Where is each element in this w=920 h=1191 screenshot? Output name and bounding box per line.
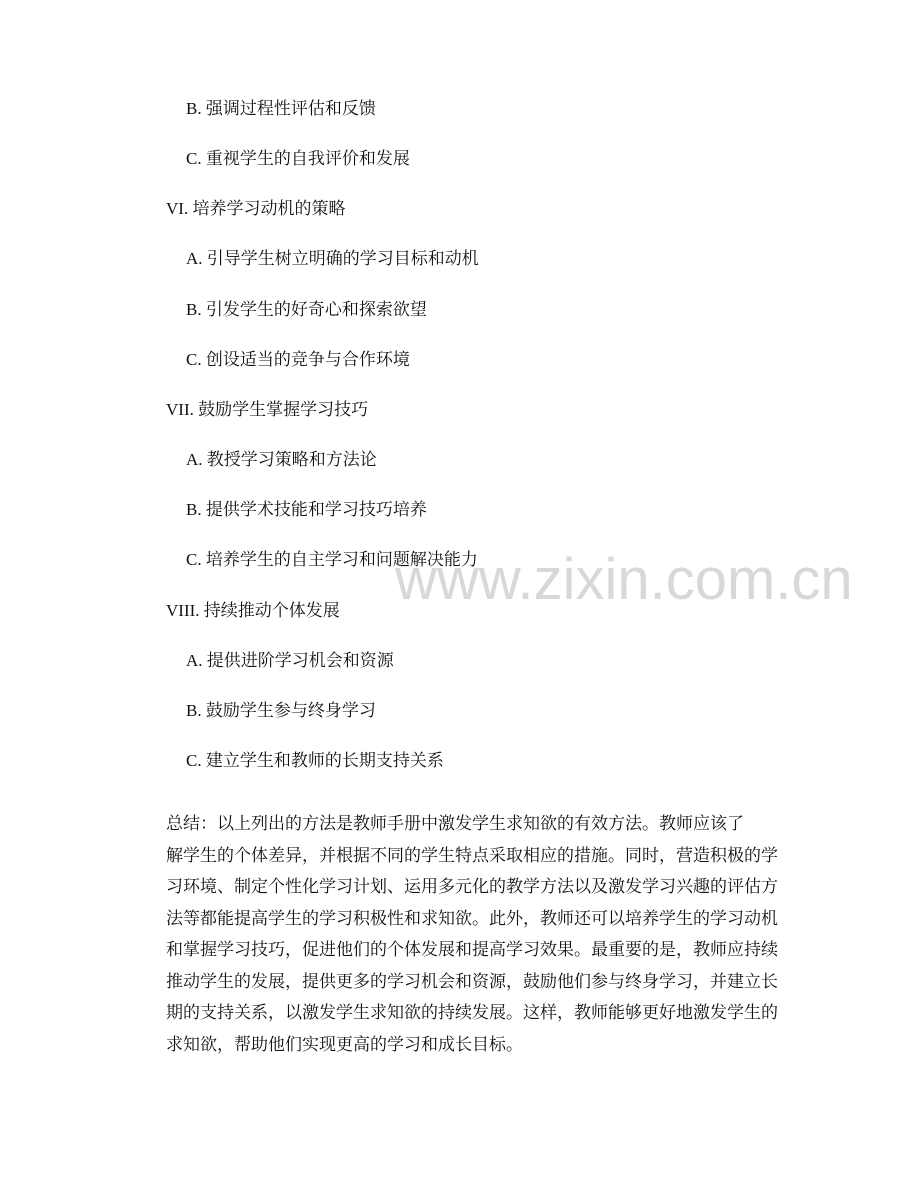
outline-heading: VII. 鼓励学生掌握学习技巧 bbox=[166, 399, 369, 419]
watermark: www.zixin.com.cn bbox=[395, 547, 853, 612]
outline-heading: VIII. 持续推动个体发展 bbox=[166, 600, 340, 620]
outline-item: A. 教授学习策略和方法论 bbox=[186, 450, 377, 470]
outline-item: C. 培养学生的自主学习和问题解决能力 bbox=[186, 550, 478, 570]
outline-item: B. 鼓励学生参与终身学习 bbox=[186, 700, 376, 720]
outline-item: C. 重视学生的自我评价和发展 bbox=[186, 149, 410, 169]
summary-line: 解学生的个体差异，并根据不同的学生特点采取相应的措施。同时，营造积极的学 bbox=[166, 845, 778, 865]
outline-item: B. 强调过程性评估和反馈 bbox=[186, 99, 376, 118]
outline-heading: VI. 培养学习动机的策略 bbox=[166, 199, 346, 219]
outline-item: C. 建立学生和教师的长期支持关系 bbox=[186, 750, 444, 770]
outline-item: C. 创设适当的竞争与合作环境 bbox=[186, 349, 410, 369]
summary-line: 习环境、制定个性化学习计划、运用多元化的教学方法以及激发学习兴趣的评估方 bbox=[166, 877, 778, 896]
summary-line: 法等都能提高学生的学习积极性和求知欲。此外，教师还可以培养学生的学习动机 bbox=[166, 908, 778, 928]
summary-line: 推动学生的发展，提供更多的学习机会和资源，鼓励他们参与终身学习，并建立长 bbox=[166, 971, 778, 991]
summary-line: 和掌握学习技巧，促进他们的个体发展和提高学习效果。最重要的是，教师应持续 bbox=[166, 940, 778, 959]
outline-item: A. 提供进阶学习机会和资源 bbox=[186, 650, 394, 670]
outline-item: B. 引发学生的好奇心和探索欲望 bbox=[186, 299, 427, 319]
outline-item: A. 引导学生树立明确的学习目标和动机 bbox=[186, 249, 479, 269]
summary-line: 总结：以上列出的方法是教师手册中激发学生求知欲的有效方法。教师应该了 bbox=[166, 814, 744, 833]
summary-line: 期的支持关系，以激发学生求知欲的持续发展。这样，教师能够更好地激发学生的 bbox=[166, 1003, 778, 1022]
summary-paragraph bbox=[166, 808, 780, 1060]
outline-item: B. 提供学术技能和学习技巧培养 bbox=[186, 500, 427, 520]
summary-line: 求知欲，帮助他们实现更高的学习和成长目标。 bbox=[166, 1034, 523, 1054]
